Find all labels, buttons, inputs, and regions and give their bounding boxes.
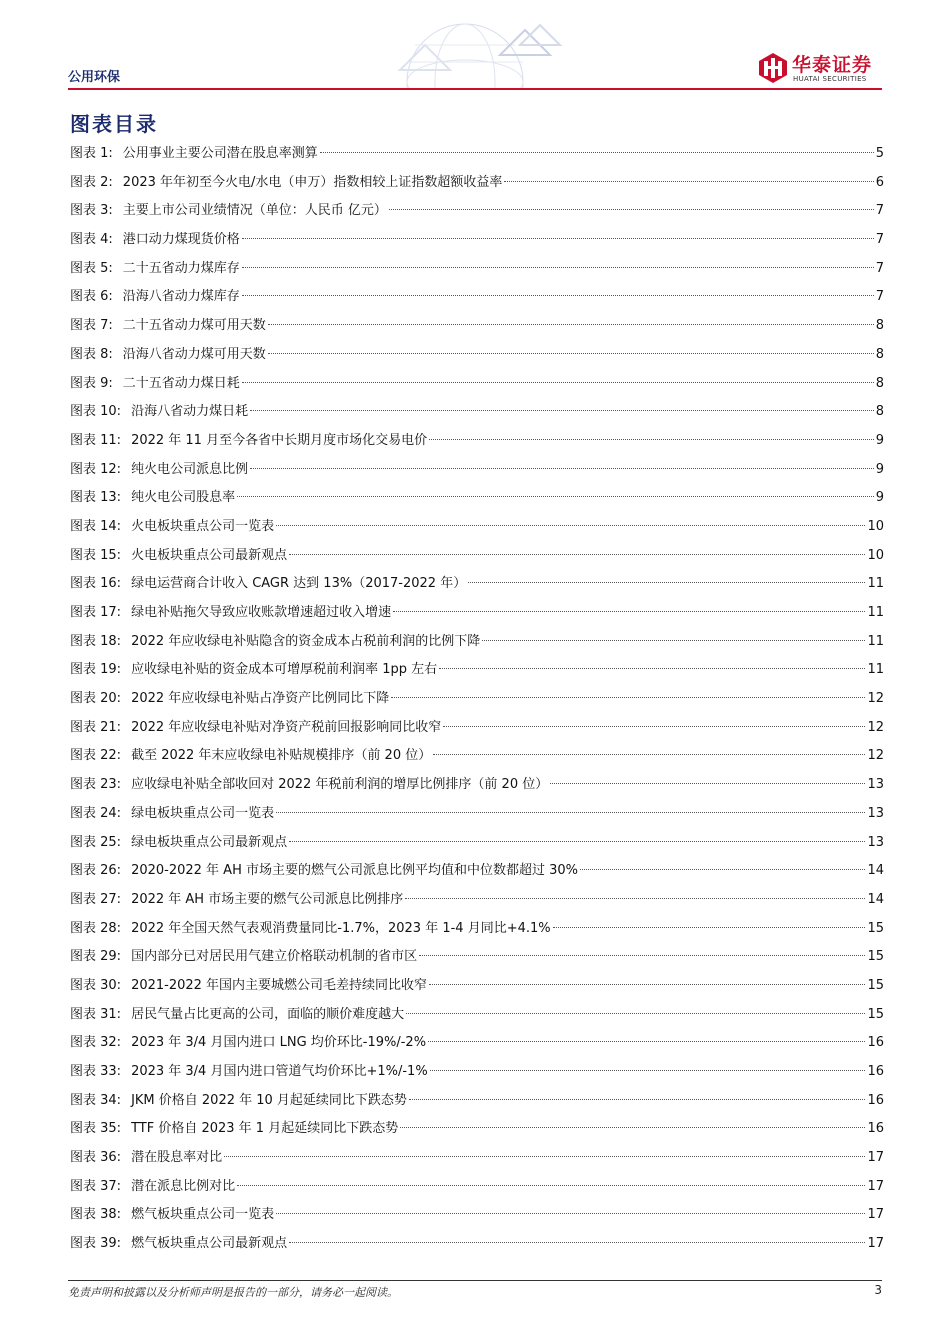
toc-entry-number: 图表 12: — [70, 461, 122, 477]
toc-entry-page: 7 — [875, 203, 884, 219]
toc-entry[interactable] — [70, 656, 884, 685]
globe-graphic-icon — [380, 0, 580, 88]
toc-entry[interactable] — [70, 829, 884, 858]
toc-entry-page: 7 — [875, 260, 884, 276]
toc-entry-page: 15 — [867, 949, 884, 965]
toc-entry[interactable] — [70, 1029, 884, 1058]
toc-leader-dots — [276, 812, 865, 813]
toc-entry-title: 沿海八省动力煤日耗 — [131, 404, 249, 420]
toc-entry-number: 图表 33: — [70, 1064, 122, 1079]
toc-leader-dots — [550, 783, 865, 784]
toc-entry-number: 图表 1: — [70, 146, 113, 161]
toc-entry[interactable] — [70, 169, 884, 198]
toc-entry-title: 绿电补贴拖欠导致应收账款增速超过收入增速 — [131, 605, 392, 620]
toc-entry-page: 9 — [875, 461, 884, 477]
toc-entry[interactable] — [70, 398, 884, 427]
table-of-figures — [70, 140, 884, 1259]
toc-leader-dots — [276, 525, 865, 526]
toc-entry-number: 图表 31: — [70, 1006, 122, 1022]
toc-entry-page: 11 — [867, 576, 884, 592]
toc-leader-dots — [429, 984, 865, 985]
toc-entry[interactable] — [70, 599, 884, 628]
toc-leader-dots — [580, 869, 865, 870]
toc-entry[interactable] — [70, 1115, 884, 1144]
toc-leader-dots — [443, 726, 865, 727]
toc-entry-page: 17 — [867, 1178, 884, 1194]
toc-entry-number: 图表 5: — [70, 260, 113, 276]
toc-entry[interactable] — [70, 226, 884, 255]
toc-entry-page: 8 — [875, 404, 884, 420]
toc-leader-dots — [250, 468, 874, 469]
toc-entry-page: 10 — [867, 547, 884, 563]
toc-entry-title: 居民气量占比更高的公司，面临的顺价难度越大 — [131, 1006, 405, 1022]
toc-entry-number: 图表 27: — [70, 891, 122, 907]
toc-entry-page: 10 — [867, 518, 884, 534]
toc-entry-page: 17 — [867, 1150, 884, 1166]
toc-entry[interactable] — [70, 714, 884, 743]
toc-leader-dots — [504, 181, 873, 182]
toc-entry-page: 14 — [867, 891, 884, 907]
toc-entry[interactable] — [70, 628, 884, 657]
toc-leader-dots — [428, 1041, 865, 1042]
logo-text-en: HUATAI SECURITIES — [793, 75, 867, 83]
toc-entry-number: 图表 15: — [70, 547, 122, 563]
toc-entry-number: 图表 17: — [70, 605, 122, 620]
toc-leader-dots — [389, 209, 874, 210]
toc-entry-title: 纯火电公司派息比例 — [131, 461, 249, 477]
toc-leader-dots — [393, 611, 865, 612]
toc-entry-title: TTF 价格自 2023 年 1 月起延续同比下跌态势 — [131, 1121, 399, 1137]
toc-leader-dots — [268, 353, 874, 354]
toc-leader-dots — [553, 927, 866, 928]
huatai-logo-icon — [758, 52, 788, 84]
toc-entry-page: 9 — [875, 432, 884, 448]
toc-entry-title: 沿海八省动力煤库存 — [122, 289, 240, 305]
toc-entry-page: 8 — [875, 318, 884, 334]
toc-entry[interactable] — [70, 685, 884, 714]
toc-entry-page: 12 — [867, 748, 884, 764]
toc-entry[interactable] — [70, 542, 884, 571]
toc-entry-page: 17 — [867, 1236, 884, 1252]
toc-entry-page: 11 — [867, 633, 884, 649]
toc-leader-dots — [405, 898, 865, 899]
toc-leader-dots — [250, 410, 874, 411]
toc-leader-dots — [430, 1070, 866, 1071]
toc-entry[interactable] — [70, 972, 884, 1001]
toc-leader-dots — [439, 668, 865, 669]
toc-entry-title: 2022 年 11 月至今各省中长期月度市场化交易电价 — [131, 432, 428, 448]
toc-entry-page: 13 — [867, 834, 884, 850]
toc-entry-title: 纯火电公司股息率 — [131, 490, 236, 506]
toc-entry-number: 图表 35: — [70, 1121, 122, 1137]
toc-entry[interactable] — [70, 857, 884, 886]
toc-entry-number: 图表 14: — [70, 518, 122, 534]
toc-entry-number: 图表 3: — [70, 203, 113, 219]
toc-entry-title: 应收绿电补贴的资金成本可增厚税前利润率 1pp 左右 — [131, 662, 438, 678]
toc-entry[interactable] — [70, 1144, 884, 1173]
toc-leader-dots — [276, 1213, 865, 1214]
toc-entry-title: 2022 年应收绿电补贴隐含的资金成本占税前利润的比例下降 — [131, 633, 481, 649]
toc-entry-page: 5 — [875, 146, 884, 161]
toc-entry[interactable] — [70, 427, 884, 456]
toc-entry-page: 8 — [875, 346, 884, 362]
toc-entry-number: 图表 18: — [70, 633, 122, 649]
toc-entry-title: 主要上市公司业绩情况（单位：人民币 亿元） — [122, 203, 387, 219]
toc-leader-dots — [242, 295, 874, 296]
toc-entry-page: 11 — [867, 662, 884, 678]
toc-entry[interactable] — [70, 742, 884, 771]
toc-entry[interactable] — [70, 915, 884, 944]
toc-entry-number: 图表 39: — [70, 1236, 122, 1252]
toc-entry[interactable] — [70, 456, 884, 485]
toc-entry-page: 16 — [867, 1035, 884, 1051]
toc-entry-number: 图表 19: — [70, 662, 122, 678]
toc-entry[interactable] — [70, 1173, 884, 1202]
toc-leader-dots — [320, 152, 874, 153]
toc-entry-title: 应收绿电补贴全部收回对 2022 年税前利润的增厚比例排序（前 20 位） — [131, 777, 549, 793]
toc-leader-dots — [391, 697, 865, 698]
toc-leader-dots — [482, 640, 865, 641]
toc-entry-title: 绿电板块重点公司最新观点 — [131, 834, 288, 850]
toc-entry-number: 图表 4: — [70, 232, 113, 248]
toc-entry-page: 12 — [867, 719, 884, 735]
toc-entry-title: 绿电板块重点公司一览表 — [131, 805, 275, 821]
toc-entry[interactable] — [70, 484, 884, 513]
toc-leader-dots — [433, 754, 865, 755]
toc-entry-number: 图表 2: — [70, 174, 113, 190]
toc-leader-dots — [468, 582, 865, 583]
toc-entry-title: 绿电运营商合计收入 CAGR 达到 13%（2017-2022 年） — [131, 576, 467, 592]
toc-entry[interactable] — [70, 513, 884, 542]
toc-entry-number: 图表 29: — [70, 949, 122, 965]
toc-entry-number: 图表 20: — [70, 691, 122, 707]
page-header — [0, 0, 950, 96]
toc-entry-title: 公用事业主要公司潜在股息率测算 — [122, 146, 318, 161]
toc-entry-title: 2023 年 3/4 月国内进口管道气均价环比+1%/-1% — [131, 1064, 428, 1079]
toc-entry-title: 火电板块重点公司一览表 — [131, 518, 275, 534]
toc-entry-number: 图表 36: — [70, 1150, 122, 1166]
toc-entry-number: 图表 23: — [70, 777, 122, 793]
toc-entry-number: 图表 16: — [70, 576, 122, 592]
toc-entry[interactable] — [70, 255, 884, 284]
toc-title: 图表目录 — [70, 112, 158, 136]
toc-leader-dots — [419, 955, 865, 956]
toc-entry-number: 图表 10: — [70, 404, 122, 420]
toc-entry-title: 2023 年 3/4 月国内进口 LNG 均价环比-19%/-2% — [131, 1035, 427, 1051]
toc-entry[interactable] — [70, 341, 884, 370]
company-logo — [758, 50, 884, 86]
toc-entry-title: 沿海八省动力煤可用天数 — [122, 346, 266, 362]
toc-entry[interactable] — [70, 771, 884, 800]
toc-entry-page: 7 — [875, 289, 884, 305]
toc-leader-dots — [224, 1156, 865, 1157]
toc-entry-title: 截至 2022 年末应收绿电补贴规模排序（前 20 位） — [131, 748, 432, 764]
toc-entry[interactable] — [70, 283, 884, 312]
toc-entry-number: 图表 9: — [70, 375, 113, 391]
toc-entry-number: 图表 37: — [70, 1178, 122, 1194]
toc-entry-title: 2021-2022 年国内主要城燃公司毛差持续同比收窄 — [131, 977, 428, 993]
toc-entry[interactable] — [70, 312, 884, 341]
toc-leader-dots — [242, 267, 874, 268]
header-divider — [68, 88, 882, 90]
toc-leader-dots — [237, 1185, 865, 1186]
toc-leader-dots — [289, 1242, 865, 1243]
toc-entry-title: 燃气板块重点公司最新观点 — [131, 1236, 288, 1252]
footer-disclaimer: 免责声明和披露以及分析师声明是报告的一部分，请务必一起阅读。 — [68, 1286, 398, 1299]
toc-entry-title: 燃气板块重点公司一览表 — [131, 1207, 275, 1223]
toc-leader-dots — [242, 382, 874, 383]
toc-entry-page: 13 — [867, 777, 884, 793]
toc-entry-title: 2022 年 AH 市场主要的燃气公司派息比例排序 — [131, 891, 404, 907]
toc-entry-number: 图表 25: — [70, 834, 122, 850]
toc-entry[interactable] — [70, 370, 884, 399]
toc-entry[interactable] — [70, 1201, 884, 1230]
toc-entry-number: 图表 34: — [70, 1092, 122, 1108]
toc-leader-dots — [409, 1099, 866, 1100]
toc-entry-title: 2022 年应收绿电补贴占净资产比例同比下降 — [131, 691, 390, 707]
toc-entry-page: 16 — [867, 1092, 884, 1108]
toc-entry[interactable] — [70, 800, 884, 829]
toc-leader-dots — [289, 554, 865, 555]
footer-divider — [68, 1280, 882, 1281]
toc-entry-page: 15 — [867, 1006, 884, 1022]
toc-entry-page: 12 — [867, 691, 884, 707]
toc-entry-number: 图表 11: — [70, 432, 122, 448]
toc-entry-title: 火电板块重点公司最新观点 — [131, 547, 288, 563]
toc-entry-page: 7 — [875, 232, 884, 248]
toc-entry-title: 2023 年年初至今火电/水电（申万）指数相较上证指数超额收益率 — [122, 174, 503, 190]
toc-entry-number: 图表 8: — [70, 346, 113, 362]
toc-entry-page: 13 — [867, 805, 884, 821]
toc-entry-title: 港口动力煤现货价格 — [122, 232, 240, 248]
toc-entry-number: 图表 32: — [70, 1035, 122, 1051]
toc-leader-dots — [400, 1127, 865, 1128]
toc-entry-page: 16 — [867, 1064, 884, 1079]
toc-entry-title: 2020-2022 年 AH 市场主要的燃气公司派息比例平均值和中位数都超过 30% — [131, 863, 579, 879]
toc-entry[interactable] — [70, 1087, 884, 1116]
toc-entry-title: JKM 价格自 2022 年 10 月起延续同比下跌态势 — [131, 1092, 407, 1108]
toc-entry[interactable] — [70, 197, 884, 226]
toc-entry[interactable] — [70, 140, 884, 169]
toc-entry-number: 图表 24: — [70, 805, 122, 821]
toc-entry-number: 图表 30: — [70, 977, 122, 993]
toc-entry-number: 图表 13: — [70, 490, 122, 506]
toc-entry-page: 8 — [875, 375, 884, 391]
toc-entry-title: 国内部分已对居民用气建立价格联动机制的省市区 — [131, 949, 418, 965]
toc-entry-number: 图表 26: — [70, 863, 122, 879]
toc-entry-page: 9 — [875, 490, 884, 506]
toc-leader-dots — [268, 324, 874, 325]
toc-entry[interactable] — [70, 1058, 884, 1087]
toc-entry[interactable] — [70, 886, 884, 915]
toc-entry-title: 二十五省动力煤可用天数 — [122, 318, 266, 334]
toc-entry-title: 二十五省动力煤库存 — [122, 260, 240, 276]
toc-entry-page: 11 — [867, 605, 884, 620]
toc-leader-dots — [289, 841, 865, 842]
page-number: 3 — [874, 1283, 882, 1297]
toc-entry[interactable] — [70, 1230, 884, 1259]
toc-entry-number: 图表 28: — [70, 920, 122, 936]
toc-entry[interactable] — [70, 943, 884, 972]
toc-entry-number: 图表 38: — [70, 1207, 122, 1223]
toc-entry-page: 17 — [867, 1207, 884, 1223]
toc-entry-page: 16 — [867, 1121, 884, 1137]
logo-text-cn: 华泰证券 — [792, 54, 873, 76]
toc-entry-page: 14 — [867, 863, 884, 879]
toc-entry-title: 潜在股息率对比 — [131, 1150, 223, 1166]
toc-entry-number: 图表 6: — [70, 289, 113, 305]
toc-entry-page: 15 — [867, 920, 884, 936]
toc-leader-dots — [237, 496, 874, 497]
section-label: 公用环保 — [68, 70, 121, 85]
toc-entry[interactable] — [70, 1001, 884, 1030]
toc-entry[interactable] — [70, 570, 884, 599]
toc-entry-page: 6 — [875, 174, 884, 190]
toc-leader-dots — [429, 439, 874, 440]
toc-entry-page: 15 — [867, 977, 884, 993]
toc-entry-title: 2022 年应收绿电补贴对净资产税前回报影响同比收窄 — [131, 719, 442, 735]
toc-entry-title: 潜在派息比例对比 — [131, 1178, 236, 1194]
toc-entry-number: 图表 21: — [70, 719, 122, 735]
toc-entry-title: 2022 年全国天然气表观消费量同比-1.7%，2023 年 1-4 月同比+4.1% — [131, 920, 551, 936]
toc-leader-dots — [406, 1013, 865, 1014]
toc-entry-number: 图表 22: — [70, 748, 122, 764]
toc-leader-dots — [242, 238, 874, 239]
toc-entry-number: 图表 7: — [70, 318, 113, 334]
toc-entry-title: 二十五省动力煤日耗 — [122, 375, 240, 391]
